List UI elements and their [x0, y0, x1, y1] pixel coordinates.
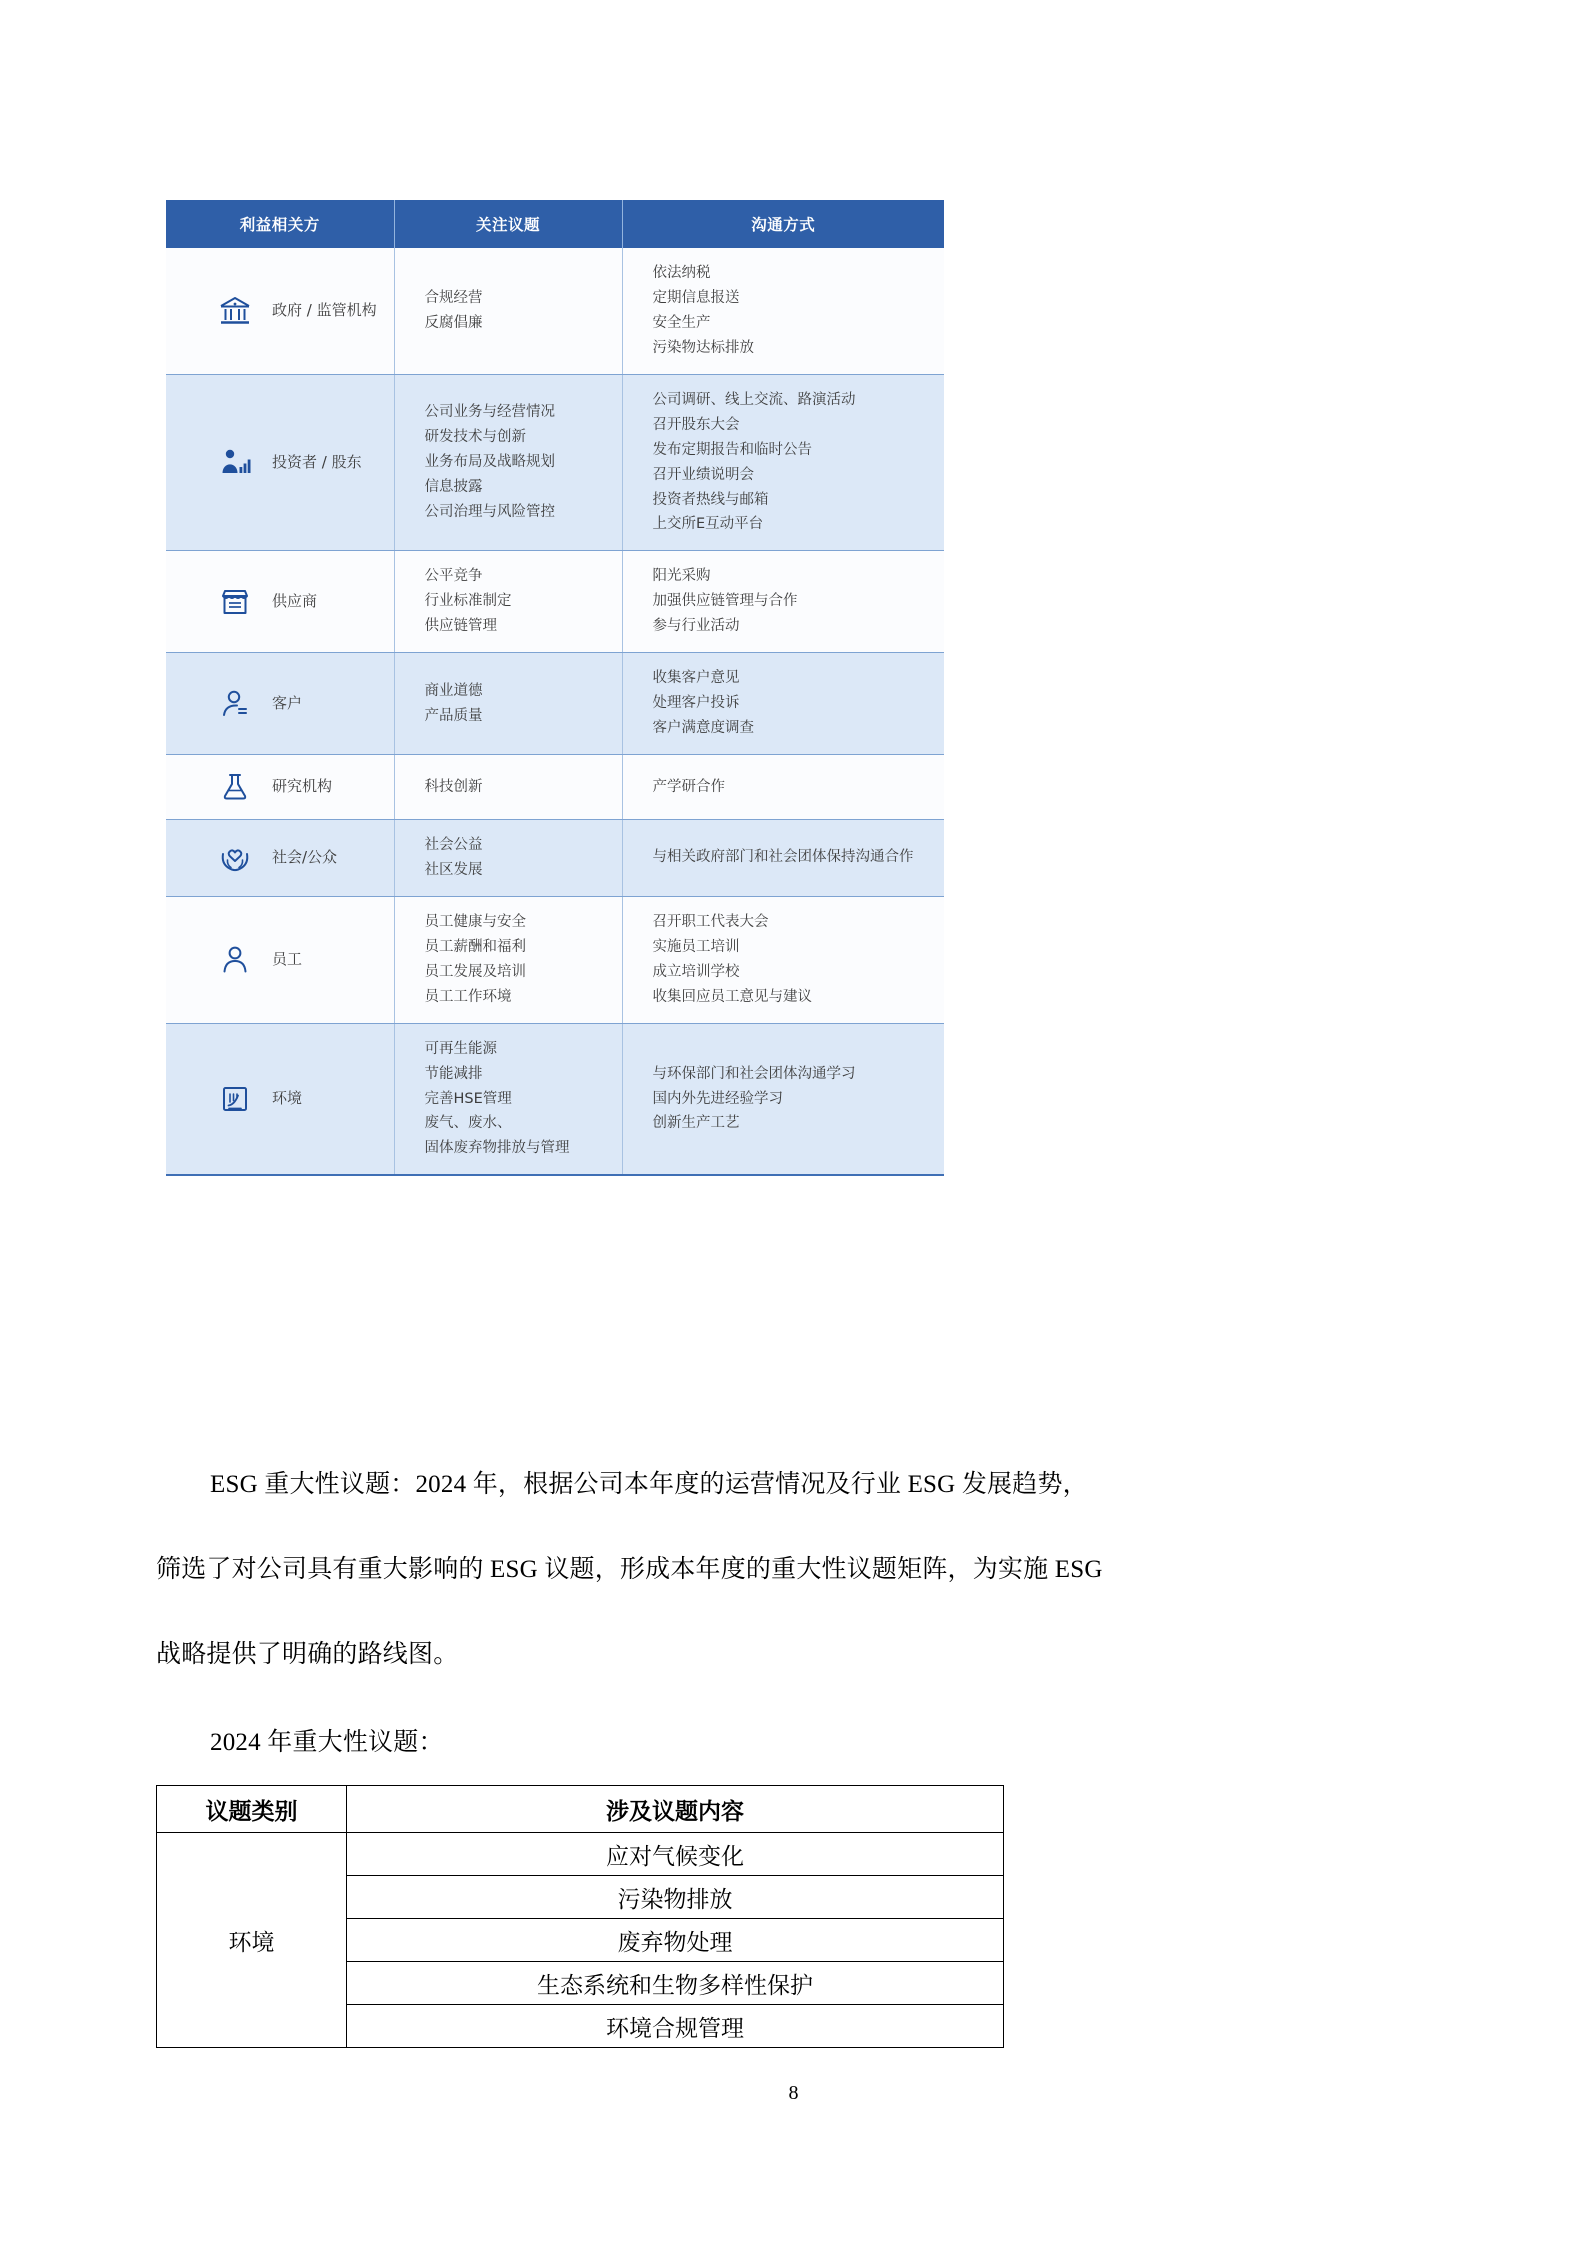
communications-cell	[622, 551, 944, 653]
topics-cell	[394, 1023, 622, 1175]
paragraph-line: ESG 重大性议题：2024 年，根据公司本年度的运营情况及行业 ESG 发展趋势，	[210, 1471, 1088, 1498]
communication-item: 创新生产工艺	[652, 1115, 740, 1132]
topic-content-cell: 污染物排放	[347, 1876, 1004, 1919]
communication-item: 召开职工代表大会	[652, 913, 769, 930]
communication-item: 产学研合作	[652, 778, 725, 795]
party-cell	[166, 820, 394, 897]
party-label: 供应商	[272, 591, 318, 610]
paragraph-line: 战略提供了明确的路线图。	[156, 1641, 459, 1668]
party-cell	[166, 1023, 394, 1175]
customer-icon	[216, 685, 254, 723]
topic-content-cell: 环境合规管理	[347, 2005, 1004, 2048]
section-subtitle: 2024 年重大性议题：	[210, 1729, 444, 1756]
topic-content-cell: 废弃物处理	[347, 1919, 1004, 1962]
topics-cell	[394, 755, 622, 820]
topic-item: 科技创新	[424, 778, 483, 795]
party-label: 投资者 / 股东	[272, 452, 362, 471]
investor-chart-icon	[216, 444, 254, 482]
stakeholder-engagement-table	[166, 200, 944, 1176]
topic-item: 信息披露	[424, 479, 483, 496]
communications-cell	[622, 374, 944, 551]
communication-item: 成立培训学校	[652, 963, 740, 980]
topic-item: 行业标准制定	[424, 593, 512, 610]
communications-cell	[622, 820, 944, 897]
communication-item: 国内外先进经验学习	[652, 1090, 783, 1107]
communication-item: 与环保部门和社会团体沟通学习	[652, 1065, 856, 1082]
topic-item: 可再生能源	[424, 1040, 497, 1057]
communication-item: 参与行业活动	[652, 618, 740, 635]
party-cell	[166, 551, 394, 653]
communication-item: 收集回应员工意见与建议	[652, 988, 812, 1005]
topic-content-cell: 生态系统和生物多样性保护	[347, 1962, 1004, 2005]
header-focus-topics: 关注议题	[394, 200, 622, 248]
communication-item: 公司调研、线上交流、路演活动	[652, 391, 856, 408]
party-label: 员工	[272, 949, 303, 968]
flask-icon	[216, 768, 254, 806]
topic-item: 完善HSE管理	[424, 1090, 512, 1107]
party-cell	[166, 248, 394, 374]
communication-item: 实施员工培训	[652, 938, 740, 955]
topics-cell	[394, 820, 622, 897]
communications-cell	[622, 653, 944, 755]
topic-item: 员工工作环境	[424, 988, 512, 1005]
communication-item: 召开股东大会	[652, 416, 740, 433]
topic-item: 公司业务与经营情况	[424, 404, 555, 421]
topics-cell	[394, 896, 622, 1023]
communication-item: 发布定期报告和临时公告	[652, 441, 812, 458]
topic-item: 固体废弃物排放与管理	[424, 1140, 570, 1157]
employee-icon	[216, 941, 254, 979]
materiality-header-row	[157, 1786, 1004, 1833]
topics-cell	[394, 374, 622, 551]
party-cell	[166, 653, 394, 755]
table-row	[166, 755, 944, 820]
topic-item: 员工健康与安全	[424, 913, 526, 930]
topic-item: 合规经营	[424, 289, 483, 306]
topic-item: 公司治理与风险管控	[424, 503, 555, 520]
communication-item: 加强供应链管理与合作	[652, 593, 798, 610]
party-label: 客户	[272, 693, 303, 712]
store-icon	[216, 583, 254, 621]
communication-item: 上交所E互动平台	[652, 516, 764, 533]
party-label: 研究机构	[272, 777, 333, 796]
communication-item: 收集客户意见	[652, 670, 740, 687]
bank-icon	[216, 292, 254, 330]
topic-item: 反腐倡廉	[424, 314, 483, 331]
communications-cell	[622, 755, 944, 820]
topic-item: 商业道德	[424, 682, 483, 699]
party-cell	[166, 896, 394, 1023]
table-row	[166, 820, 944, 897]
table-row	[157, 1833, 1004, 1876]
party-label: 政府 / 监管机构	[272, 300, 377, 319]
topic-item: 研发技术与创新	[424, 429, 526, 446]
communication-item: 与相关政府部门和社会团体保持沟通合作	[652, 849, 914, 866]
topic-item: 员工发展及培训	[424, 963, 526, 980]
table-row	[166, 248, 944, 374]
table-row	[166, 551, 944, 653]
table-row	[166, 653, 944, 755]
party-label: 社会/公众	[272, 848, 338, 867]
communication-item: 处理客户投诉	[652, 695, 740, 712]
table-row	[166, 896, 944, 1023]
topics-cell	[394, 653, 622, 755]
header-communication-methods: 沟通方式	[622, 200, 944, 248]
paragraph-line: 筛选了对公司具有重大影响的 ESG 议题，形成本年度的重大性议题矩阵，为实施 ESG	[156, 1556, 1103, 1583]
hands-heart-icon	[216, 839, 254, 877]
communications-cell	[622, 1023, 944, 1175]
topic-item: 社会公益	[424, 837, 483, 853]
communication-item: 客户满意度调查	[652, 720, 754, 737]
header-topic-category: 议题类别	[157, 1786, 347, 1833]
communication-item: 投资者热线与邮箱	[652, 491, 769, 508]
environment-leaf-icon	[216, 1080, 254, 1118]
topic-content-cell: 应对气候变化	[347, 1833, 1004, 1876]
communication-item: 依法纳税	[652, 265, 711, 281]
topic-item: 业务布局及战略规划	[424, 454, 555, 471]
table-row	[166, 374, 944, 551]
topic-item: 员工薪酬和福利	[424, 938, 526, 955]
header-stakeholder-party: 利益相关方	[166, 200, 394, 248]
topic-item: 社区发展	[424, 861, 483, 878]
party-cell	[166, 755, 394, 820]
topic-item: 供应链管理	[424, 618, 497, 635]
stakeholder-table-header-row	[166, 200, 944, 248]
topics-cell	[394, 248, 622, 374]
header-topic-content: 涉及议题内容	[347, 1786, 1004, 1833]
party-label: 环境	[272, 1089, 303, 1108]
table-row	[166, 1023, 944, 1175]
category-cell: 环境	[157, 1833, 347, 2048]
communications-cell	[622, 896, 944, 1023]
party-cell	[166, 374, 394, 551]
topic-item: 废气、废水、	[424, 1115, 512, 1132]
communication-item: 安全生产	[652, 314, 711, 331]
communication-item: 阳光采购	[652, 568, 711, 585]
topic-item: 产品质量	[424, 707, 483, 724]
communication-item: 定期信息报送	[652, 289, 740, 306]
topic-item: 公平竞争	[424, 568, 483, 585]
topics-cell	[394, 551, 622, 653]
materiality-topics-table	[156, 1785, 1003, 2048]
topic-item: 节能减排	[424, 1065, 483, 1082]
communications-cell	[622, 248, 944, 374]
communication-item: 召开业绩说明会	[652, 466, 754, 483]
page-number: 8	[788, 2082, 799, 2104]
communication-item: 污染物达标排放	[652, 339, 754, 356]
